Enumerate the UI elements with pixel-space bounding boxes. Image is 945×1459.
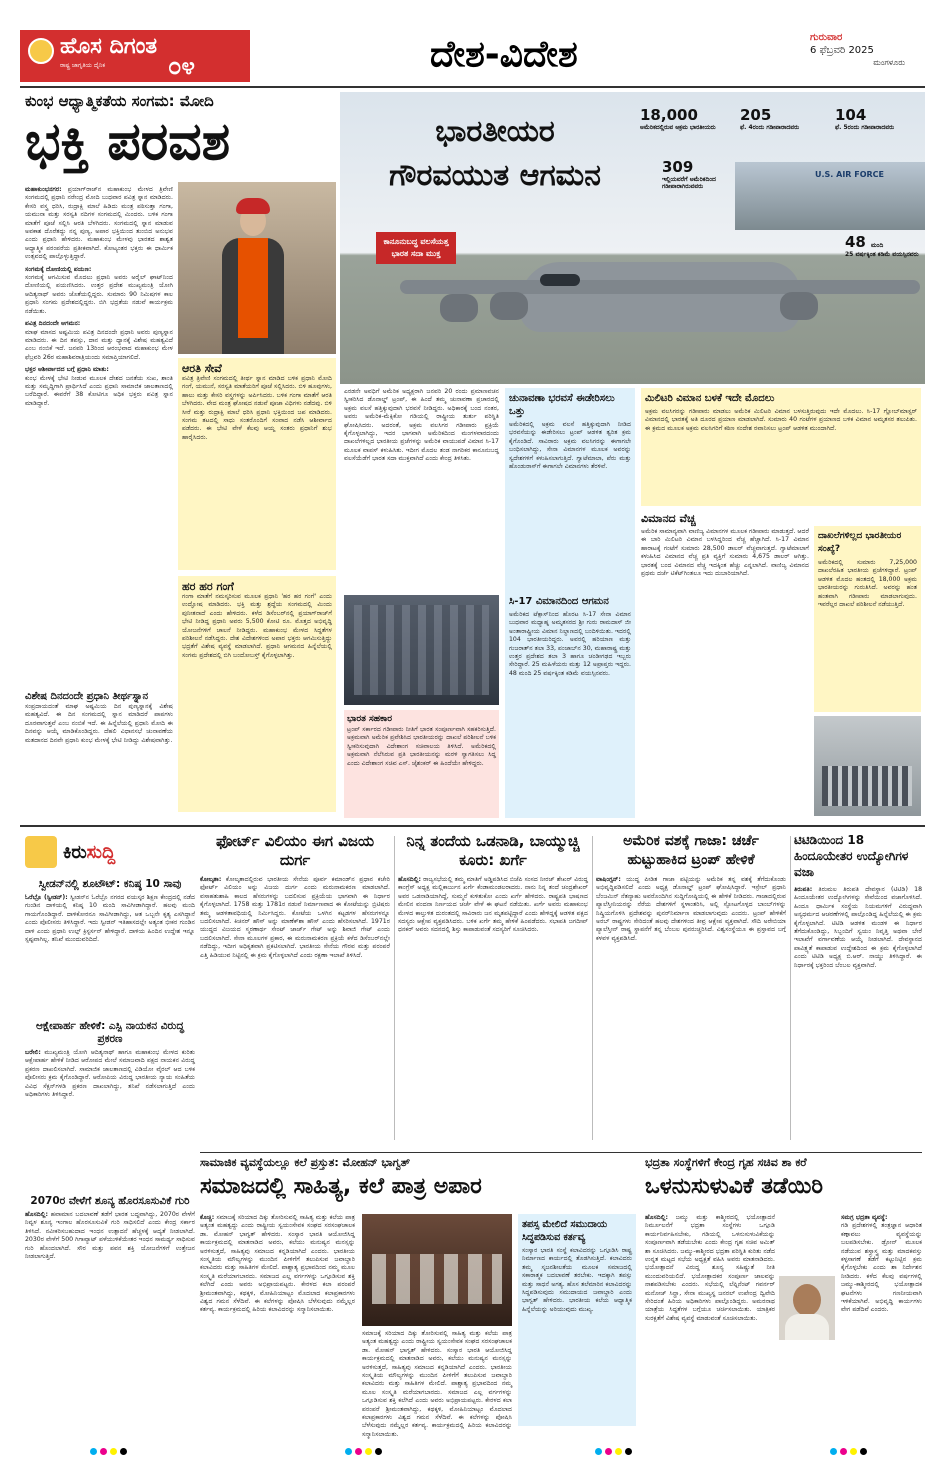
aarti-title: ಆರತಿ ಸೇವೆ bbox=[182, 362, 222, 375]
tapassa-title: ತಪಸ್ಸ ಮೇಲಿದೆ ಸಮುದಾಯ ಸಿದ್ಧಪಡಿಸುವ ಕರ್ತವ್ಯ bbox=[522, 1219, 608, 1243]
masthead bbox=[20, 30, 925, 82]
modi-headline: ಭಕ್ತಿ ಪರವಶ bbox=[25, 112, 231, 172]
date-block bbox=[810, 32, 925, 68]
gaza-headline: ಅಮೆರಿಕ ವಶಕ್ಕೆ ಗಾಜಾ: ಚರ್ಚೆ ಹುಟ್ಟುಹಾಕಿದ ಟ್ರಂಪ್ ಹೇಳಿಕೆ bbox=[623, 833, 759, 868]
gaza-body bbox=[596, 876, 786, 1148]
section-title: ದೇಶ-ವಿದೇಶ bbox=[430, 34, 578, 75]
modi-sub1: ಸಂಗಮಕ್ಕೆ ದೋಣಿಯಲ್ಲಿ ಪಯಣ: bbox=[25, 265, 92, 273]
modi-figure-scarf bbox=[238, 238, 268, 338]
bharat-sahakara-body: ಟ್ರಂಪ್ ಸರ್ಕಾರದ ಗಡೀಪಾರು ನೀತಿಗೆ ಭಾರತ ಸಂಪೂರ್ಣವಾಗಿ ಸಹಕರಿಸುತ್ತಿದೆ. ಅಕ್ರಮವಾಗಿ ಅಮೆರಿಕ ಪ್ರವೇಶಿಸಿದ ಭಾರತೀಯರನ್ನು ದಾಖಲೆ ಪರಿಶೀಲನೆ ಬಳಿಕ ಸ್ವೀಕರಿಸುವುದಾಗಿ ವಿದೇಶಾಂಗ ಸಚಿವಾಲಯ ತಿಳಿಸಿದೆ. ಅಮೆರಿಕದಲ್ಲಿ ಅಕ್ರಮವಾಗಿ ನೆಲೆಸಿರುವ ಪ್ರತಿ ಭಾರತೀಯನನ್ನು ಮರಳಿ ಸ್ವಾಗತಿಸಲು ಸಿದ್ಧ ಎಂದು ವಿದೇಶಾಂಗ ಸಚಿವ ಎಸ್. ಜೈಶಂಕರ್ ಈ ಹಿಂದೆಯೇ ಹೇಳಿದ್ದರು. bbox=[347, 726, 496, 767]
deportees-photo bbox=[814, 716, 921, 816]
aarti-box bbox=[178, 358, 336, 570]
vishesha-box bbox=[25, 690, 173, 812]
modi-dateline: ಮಹಾಕುಂಭನಗರ: bbox=[25, 186, 62, 193]
masthead-divider bbox=[20, 86, 925, 88]
stat-18000-num: 18,000 bbox=[640, 106, 698, 124]
modi-figure-turban bbox=[236, 198, 270, 214]
ttd-dateline: ತಿರುಪತಿ: bbox=[794, 886, 813, 893]
kiru-item-2-title: ಆಕ್ಷೇಪಾರ್ಹ ಹೇಳಿಕೆ: ಎಸ್ಪಿ ನಾಯಕನ ವಿರುದ್ಧ ಪ್ರಕರಣ bbox=[35, 1020, 185, 1045]
shah-col2 bbox=[841, 1214, 922, 1426]
bharat-sahakara-box bbox=[344, 710, 499, 818]
cabin-interior bbox=[354, 605, 489, 695]
stat-309 bbox=[662, 158, 734, 190]
bhagwat-kicker: ಸಾಮಾಜಿಕ ವ್ಯವಸ್ಥೆಯಲ್ಲೂ ಕಲೆ ಪ್ರಸ್ತುತ: ಮೋಹನ್ ಭಾಗ್ವತ್ bbox=[200, 1156, 411, 1169]
dakhale-box bbox=[814, 526, 921, 712]
kiru-item-1-body bbox=[25, 894, 195, 1014]
shah-sub: ಸಮಗ್ರ ಭದ್ರತಾ ವ್ಯವಸ್ಥೆ: bbox=[841, 1214, 888, 1221]
modi-body2: ಸಂಗಮಕ್ಕೆ ಆಗಮಿಸುವ ಮೊದಲು ಪ್ರಧಾನಿ ಅವರು ಅರೈಲ್ ಘಾಟ್‌ನಿಂದ ದೋಣಿಯಲ್ಲಿ ಪಯಣಿಸಿದರು. ಉತ್ತರ ಪ್ರದೇಶ ಮುಖ್ಯಮಂತ್ರಿ ಯೋಗಿ ಆದಿತ್ಯನಾಥ್ ಅವರು ಜೊತೆಯಲ್ಲಿದ್ದರು. ಸುಮಾರು 90 ನಿಮಿಷಗಳ ಕಾಲ ಪ್ರಧಾನಿ ಸಂಗಮ ಪ್ರದೇಶದಲ್ಲಿದ್ದರು. ಬಿಗಿ ಭದ್ರತೆಯ ನಡುವೆ ಕಾರ್ಯಕ್ರಮ ನಡೆಯಿತು. bbox=[25, 274, 173, 315]
bhagwat-headline: ಸಮಾಜದಲ್ಲಿ ಸಾಹಿತ್ಯ, ಕಲೆ ಪಾತ್ರ ಅಪಾರ bbox=[200, 1174, 482, 1199]
logo-text: ಹೊಸ ದಿಗಂತ bbox=[60, 34, 158, 59]
vishesha-body: ಸಂಪ್ರದಾಯದಂತೆ ಮಾಘ ಅಷ್ಟಮಿಯ ದಿನ ಪುಣ್ಯಸ್ನಾನಕ್ಕೆ ವಿಶೇಷ ಮಹತ್ವವಿದೆ. ಈ ದಿನ ಸಂಗಮದಲ್ಲಿ ಸ್ನಾನ ಮಾಡಿದರೆ ಪಾಪಗಳು ದೂರವಾಗುತ್ತವೆ ಎಂಬ ನಂಬಿಕೆ ಇದೆ. ಈ ಹಿನ್ನೆಲೆಯಲ್ಲಿ ಪ್ರಧಾನಿ ಮೋದಿ ಈ ದಿನವನ್ನು ಆಯ್ಕೆ ಮಾಡಿಕೊಂಡಿದ್ದರು. ದೆಹಲಿ ವಿಧಾನಸಭೆ ಚುನಾವಣೆಯ ಮತದಾನದ ದಿನವೇ ಪ್ರಧಾನಿ ಕುಂಭ ಮೇಳಕ್ಕೆ ಭೇಟಿ ನೀಡಿದ್ದು ವಿಶೇಷವಾಗಿತ್ತು. bbox=[25, 703, 173, 744]
dakhale-body: ಅಮೆರಿಕದಲ್ಲಿ ಸುಮಾರು 7,25,000 ದಾಖಲೆರಹಿತ ಭಾರತೀಯ ಪ್ರಜೆಗಳಿದ್ದಾರೆ. ಟ್ರಂಪ್ ಆಡಳಿತ ಮೊದಲ ಹಂತದಲ್ಲಿ 18,000 ಅಕ್ರಮ ಭಾರತೀಯರನ್ನು ಗುರುತಿಸಿದೆ. ಅವರನ್ನು ಹಂತ ಹಂತವಾಗಿ ಗಡೀಪಾರು ಮಾಡಲಾಗುವುದು. ಇವರೆಲ್ಲರ ದಾಖಲೆ ಪರಿಶೀಲನೆ ನಡೆಯುತ್ತಿದೆ. bbox=[818, 559, 917, 609]
chunavane-title: ಚುನಾವಣಾ ಭರವಸೆ ಈಡೇರಿಸಲು ಒತ್ತು bbox=[509, 393, 615, 417]
kiru-item-3-dateline: ಹೊಸದಿಲ್ಲಿ: bbox=[25, 1211, 48, 1218]
shah-story bbox=[645, 1156, 922, 1431]
kharge-dateline: ಹೊಸದಿಲ್ಲಿ: bbox=[398, 876, 421, 883]
vishesha-title: ವಿಶೇಷ ದಿನದಂದೇ ಪ್ರಧಾನಿ ತೀರ್ಥಸ್ನಾನ bbox=[25, 691, 149, 702]
fort-william-dateline: ಕೋಲ್ಕತಾ: bbox=[200, 876, 222, 883]
deport-inset-photo bbox=[735, 162, 925, 230]
shah-dateline: ಹೊಸದಿಲ್ಲಿ: bbox=[645, 1214, 668, 1221]
kiru-item-3-text: ಹವಾಮಾನ ಬದಲಾವಣೆ ತಡೆಗೆ ಭಾರತ ಬದ್ಧವಾಗಿದ್ದು, 2070ರ ವೇಳೆಗೆ ನಿವ್ವಳ ಶೂನ್ಯ ಇಂಗಾಲ ಹೊರಸೂಸುವಿಕೆ ಗುರಿ ಸಾಧಿಸಲಿದೆ ಎಂದು ಕೇಂದ್ರ ಸರ್ಕಾರ ತಿಳಿಸಿದೆ. ನವೀಕರಿಸಬಹುದಾದ ಇಂಧನ ಉತ್ಪಾದನೆ ಹೆಚ್ಚಳಕ್ಕೆ ಆದ್ಯತೆ ನೀಡಲಾಗಿದೆ. 2030ರ ವೇಳೆಗೆ 500 ಗಿಗಾವ್ಯಾಟ್ ಪಳೆಯುಳಿಕೆಯೇತರ ಇಂಧನ ಸಾಮರ್ಥ್ಯ ಸಾಧಿಸುವ ಗುರಿ ಹೊಂದಲಾಗಿದೆ. ಸೌರ ಮತ್ತು ಪವನ ಶಕ್ತಿ ಯೋಜನೆಗಳಿಗೆ ಉತ್ತೇಜನ ನೀಡಲಾಗುತ್ತಿದೆ. bbox=[25, 1211, 195, 1261]
bharat-sahakara-title: ಭಾರತ ಸಹಕಾರ bbox=[347, 714, 392, 724]
c17-cockpit bbox=[540, 274, 580, 286]
c17-wing bbox=[400, 280, 920, 294]
stat-48-prefix: ಮಂದಿ bbox=[870, 242, 884, 249]
column-rule-2 bbox=[592, 836, 593, 1140]
fort-william-body bbox=[200, 876, 390, 1148]
kiru-item-2-body bbox=[25, 1049, 195, 1189]
fort-william-headline: ಫೋರ್ಟ್ ವಿಲಿಯಂ ಈಗ ವಿಜಯ ದುರ್ಗ bbox=[215, 832, 375, 869]
inset-tail-text: U.S. AIR FORCE bbox=[815, 170, 884, 179]
ttd-text: ತಿರುಮಲ ತಿರುಪತಿ ದೇವಸ್ಥಾನ (ಟಿಟಿಡಿ) 18 ಹಿಂದೂಯೇತರ ಉದ್ಯೋಗಿಗಳನ್ನು ಸೇವೆಯಿಂದ ವಜಾಗೊಳಿಸಿದೆ. ಹಿಂದೂ ಧಾರ್ಮಿಕ ಸಂಸ್ಥೆಯ ನಿಯಮಗಳಿಗೆ ವಿರುದ್ಧವಾಗಿ ಅನ್ಯಧರ್ಮದ ಆಚರಣೆಗಳಲ್ಲಿ ಪಾಲ್ಗೊಂಡಿದ್ದ ಹಿನ್ನೆಲೆಯಲ್ಲಿ ಈ ಕ್ರಮ ಕೈಗೊಳ್ಳಲಾಗಿದೆ. ಟಿಟಿಡಿ ಆಡಳಿತ ಮಂಡಳಿ ಈ ನಿರ್ಧಾರ ತೆಗೆದುಕೊಂಡಿದ್ದು, ಸಿಬ್ಬಂದಿಗೆ ಸ್ವಯಂ ನಿವೃತ್ತಿ ಅಥವಾ ಬೇರೆ ಇಲಾಖೆಗೆ ವರ್ಗಾವಣೆಯ ಆಯ್ಕೆ ನೀಡಲಾಗಿದೆ. ದೇವಸ್ಥಾನದ ಪಾವಿತ್ರ್ಯತೆ ಕಾಪಾಡುವ ಉದ್ದೇಶದಿಂದ ಈ ಕ್ರಮ ಕೈಗೊಳ್ಳಲಾಗಿದೆ ಎಂದು ಟಿಟಿಡಿ ಅಧ್ಯಕ್ಷ ಬಿ.ಆರ್. ನಾಯ್ಡು ತಿಳಿಸಿದ್ದಾರೆ. ಈ ನಿರ್ಧಾರಕ್ಕೆ ಭಕ್ತರಿಂದ ಬೆಂಬಲ ವ್ಯಕ್ತವಾಗಿದೆ. bbox=[794, 886, 923, 969]
fort-william-text: ಕೋಲ್ಕತಾದಲ್ಲಿರುವ ಭಾರತೀಯ ಸೇನೆಯ ಪೂರ್ವ ಕಮಾಂಡ್‌ನ ಪ್ರಧಾನ ಕಚೇರಿ ಫೋರ್ಟ್ ವಿಲಿಯಂ ಅನ್ನು ವಿಜಯ ದುರ್ಗ ಎಂದು ಮರುನಾಮಕರಣ ಮಾಡಲಾಗಿದೆ. ವಸಾಹತುಶಾಹಿ ಕಾಲದ ಹೆಸರುಗಳನ್ನು ಬದಲಿಸುವ ಪ್ರಕ್ರಿಯೆಯ ಭಾಗವಾಗಿ ಈ ನಿರ್ಧಾರ ಕೈಗೊಳ್ಳಲಾಗಿದೆ. 1758 ಮತ್ತು 1781ರ ನಡುವೆ ನಿರ್ಮಾಣವಾದ ಈ ಕೋಟೆಯನ್ನು ಬ್ರಿಟಿಷರು ತಮ್ಮ ಆಡಳಿತಾವಧಿಯಲ್ಲಿ ನಿರ್ಮಿಸಿದ್ದರು. ಕೋಟೆಯ ಒಳಗಿನ ಕಟ್ಟಡಗಳ ಹೆಸರುಗಳನ್ನೂ ಬದಲಿಸಲಾಗಿದೆ. ಕಿಚನರ್ ಹೌಸ್ ಅನ್ನು ಮಾಣೆಕ್‌ಶಾ ಹೌಸ್ ಎಂದು ಹೆಸರಿಸಲಾಗಿದೆ. 1971ರ ಯುದ್ಧದ ವಿಜಯದ ಸ್ಮರಣಾರ್ಥ ಸೇಂಟ್ ಜಾರ್ಜ್ ಗೇಟ್ ಅನ್ನು ಶಿವಾಜಿ ಗೇಟ್ ಎಂದು ಬದಲಿಸಲಾಗಿದೆ. ಸೇನಾ ಮೂಲಗಳ ಪ್ರಕಾರ, ಈ ಮರುನಾಮಕರಣ ಪ್ರಕ್ರಿಯೆ ಕಳೆದ ಡಿಸೆಂಬರ್‌ನಲ್ಲೇ ನಡೆದಿದ್ದು, ಇದೀಗ ಅಧಿಕೃತವಾಗಿ ಪ್ರಕಟಿಸಲಾಗಿದೆ. ಭಾರತೀಯ ಸೇನೆಯ ಗೌರವ ಮತ್ತು ಪರಂಪರೆ ಎತ್ತಿ ಹಿಡಿಯುವ ನಿಟ್ಟಿನಲ್ಲಿ ಈ ಕ್ರಮ ಕೈಗೊಳ್ಳಲಾಗಿದೆ ಎಂದು ರಕ್ಷಣಾ ಇಲಾಖೆ ತಿಳಿಸಿದೆ. bbox=[200, 876, 390, 959]
kiru-item-1-dateline: ಓರೆಬ್ರೊ (ಸ್ವೀಡನ್): bbox=[25, 894, 68, 901]
kharge-text: ರಾಜ್ಯಸಭೆಯಲ್ಲಿ ತಮ್ಮ ಮಾತಿಗೆ ಅಡ್ಡಿಪಡಿಸಿದ ಬಿಜೆಪಿ ಸಂಸದ ನೀರಜ್ ಶೇಖರ್ ವಿರುದ್ಧ ಕಾಂಗ್ರೆಸ್ ಅಧ್ಯಕ್ಷ ಮಲ್ಲಿಕಾರ್ಜುನ ಖರ್ಗೆ ಕೆಂಡಾಮಂಡಲರಾದರು. ನಾನು ನಿನ್ನ ತಂದೆ ಚಂದ್ರಶೇಖರ್ ಅವರ ಒಡನಾಡಿಯಾಗಿದ್ದೆ, ಸುಮ್ಮನೆ ಕುಳಿತುಕೋ ಎಂದು ಖರ್ಗೆ ಹೇಳಿದರು. ರಾಷ್ಟ್ರಪತಿ ಭಾಷಣದ ಮೇಲಿನ ವಂದನಾ ನಿರ್ಣಯದ ಚರ್ಚೆ ವೇಳೆ ಈ ಘಟನೆ ನಡೆಯಿತು. ಖರ್ಗೆ ಅವರು ಮಹಾಕುಂಭ ಮೇಳದ ಕಾಲ್ತುಳಿತ ದುರಂತದಲ್ಲಿ ಸಾವಿರಾರು ಜನ ಮೃತಪಟ್ಟಿದ್ದಾರೆ ಎಂದು ಹೇಳಿದ್ದಕ್ಕೆ ಆಡಳಿತ ಪಕ್ಷದ ಸದಸ್ಯರು ಆಕ್ಷೇಪ ವ್ಯಕ್ತಪಡಿಸಿದರು. ಬಳಿಕ ಖರ್ಗೆ ತಮ್ಮ ಹೇಳಿಕೆ ಹಿಂಪಡೆದರು. ಸಭಾಪತಿ ಜಗದೀಪ್ ಧನಕರ್ ಅವರು ಸದನದಲ್ಲಿ ಶಿಸ್ತು ಕಾಪಾಡುವಂತೆ ಸದಸ್ಯರಿಗೆ ಸೂಚಿಸಿದರು. bbox=[398, 876, 588, 934]
c17-engine-2 bbox=[490, 292, 528, 320]
shah-headline: ಒಳನುಸುಳುವಿಕೆ ತಡೆಯಿರಿ bbox=[645, 1174, 824, 1199]
page-number: ೦೪ bbox=[168, 52, 195, 80]
column-rule-1 bbox=[394, 836, 395, 1140]
c17-fuselage bbox=[520, 262, 800, 332]
kiru-item-1 bbox=[25, 878, 195, 1014]
tapassa-box bbox=[518, 1214, 636, 1426]
kharge-story bbox=[398, 832, 588, 1150]
c17-engine-3 bbox=[780, 292, 818, 320]
shah-kicker: ಭದ್ರತಾ ಸಂಸ್ಥೆಗಳಿಗೆ ಕೇಂದ್ರ ಗೃಹ ಸಚಿವ ಶಾ ಕರೆ bbox=[645, 1156, 807, 1169]
kiru-item-3-title: 2070ರ ವೇಳೆಗೆ ಶೂನ್ಯ ಹೊರಸೂಸುವಿಕೆ ಗುರಿ bbox=[30, 1195, 190, 1207]
hara-body: ಗಂಗಾ ಮಾತೆಗೆ ನಮಸ್ಕರಿಸುವ ಮೂಲಕ ಪ್ರಧಾನಿ 'ಹರ ಹರ ಗಂಗೆ' ಎಂದು ಉದ್ಘೋಷ ಮಾಡಿದರು. ಭಕ್ತಿ ಮತ್ತು ಶ್ರದ್ಧೆಯ ಸಂಗಮದಲ್ಲಿ ಮಿಂದು ಪುನೀತನಾದೆ ಎಂದು ಹೇಳಿದರು. ಕಳೆದ ಡಿಸೆಂಬರ್‌ನಲ್ಲಿ ಪ್ರಯಾಗ್‌ರಾಜ್‌ಗೆ ಭೇಟಿ ನೀಡಿದ್ದ ಪ್ರಧಾನಿ ಅವರು 5,500 ಕೋಟಿ ರೂ. ಮೊತ್ತದ ಅಭಿವೃದ್ಧಿ ಯೋಜನೆಗಳಿಗೆ ಚಾಲನೆ ನೀಡಿದ್ದರು. ಮಹಾಕುಂಭ ಮೇಳದ ಸಿದ್ಧತೆಗಳ ಪರಿಶೀಲನೆ ನಡೆಸಿದ್ದರು. ದೇಶ ವಿದೇಶಗಳಿಂದ ಅಪಾರ ಭಕ್ತರು ಆಗಮಿಸುತ್ತಿದ್ದು ಭದ್ರತೆಗೆ ವಿಶೇಷ ವ್ಯವಸ್ಥೆ ಮಾಡಲಾಗಿದೆ. ಪ್ರಧಾನಿ ಆಗಮನದ ಹಿನ್ನೆಲೆಯಲ್ಲಿ ಸಂಗಮ ಪ್ರದೇಶದಲ್ಲಿ ಬಿಗಿ ಬಂದೋಬಸ್ತ್ ಕೈಗೊಳ್ಳಲಾಗಿತ್ತು. bbox=[182, 593, 332, 659]
kiru-item-1-title: ಸ್ವೀಡನ್‌ನಲ್ಲಿ ಶೂಟೌಟ್: ಕನಿಷ್ಠ 10 ಸಾವು bbox=[38, 878, 182, 890]
vimana-vecha-title: ವಿಮಾನದ ವೆಚ್ಚ bbox=[641, 512, 696, 525]
deport-red-box: ಕಾನೂನುಬದ್ಧ ವಲಸೆಯತ್ತ ಭಾರತ ಸದಾ ಮುಕ್ತ bbox=[376, 232, 456, 264]
deport-col1-body: ಎರಡನೇ ಅವಧಿಗೆ ಅಮೆರಿಕ ಅಧ್ಯಕ್ಷರಾಗಿ ಜನವರಿ 20 ರಂದು ಪ್ರಮಾಣವಚನ ಸ್ವೀಕರಿಸಿದ ಡೊನಾಲ್ಡ್ ಟ್ರಂಪ್, ಈ ಹಿಂದೆ ತಮ್ಮ ಚುನಾವಣಾ ಪ್ರಚಾರದಲ್ಲಿ ಅಕ್ರಮ ವಲಸೆ ಹತ್ತಿಕ್ಕುವುದಾಗಿ ಭರವಸೆ ನೀಡಿದ್ದರು. ಅಧಿಕಾರಕ್ಕೆ ಬಂದ ನಂತರ, ಅವರು ಅಮೆರಿಕ-ಮೆಕ್ಸಿಕೋ ಗಡಿಯಲ್ಲಿ ರಾಷ್ಟ್ರೀಯ ತುರ್ತು ಪರಿಸ್ಥಿತಿ ಘೋಷಿಸಿದರು. ಅದರಂತೆ, ಅಕ್ರಮ ವಲಸಿಗರ ಗಡೀಪಾರು ಪ್ರಕ್ರಿಯೆ ಕೈಗೊಳ್ಳಲಾಗಿದ್ದು, ಇದರ ಭಾಗವಾಗಿ ಅಮೆರಿಕದಿಂದ ಮಂಗಳವಾರದಂದು ದಾಖಲೆಗಳಿಲ್ಲದ ಭಾರತೀಯ ಪ್ರಜೆಗಳನ್ನು ಅಮೆರಿಕ ವಾಯುಪಡೆ ವಿಮಾನ ಸಿ-17 ಮೂಲಕ ವಾಪಸ್ ಕಳುಹಿಸಿತು. ಇದೀಗ ಮೊದಲ ತಂಡ ನಾಗರಿಕರ ಕಾನೂನುಬದ್ಧ ವಲಸೆಯೆಡೆಗೆ ಭಾರತ ಸದಾ ಮುಕ್ತವಾಗಿದೆ ಎಂದು ಕೇಂದ್ರ ತಿಳಿಸಿತು. bbox=[344, 388, 499, 463]
kiru-item-2-dateline: ಬರೇಲಿ: bbox=[25, 1049, 41, 1056]
dakhale-title: ದಾಖಲೆಗಳಿಲ್ಲದ ಭಾರತೀಯರ ಸಂಖ್ಯೆ? bbox=[818, 531, 902, 554]
chunavane-box bbox=[505, 388, 635, 818]
bhagwat-text: ಸಮಾಜಕ್ಕೆ ಸರಿಯಾದ ದಿಕ್ಕು ತೋರಿಸುವಲ್ಲಿ ಸಾಹಿತ್ಯ ಮತ್ತು ಕಲೆಯ ಪಾತ್ರ ಅತ್ಯಂತ ಮಹತ್ವದ್ದು ಎಂದು ರಾಷ್ಟ್ರೀಯ ಸ್ವಯಂಸೇವಕ ಸಂಘದ ಸರಸಂಘಚಾಲಕ ಡಾ. ಮೋಹನ್ ಭಾಗ್ವತ್ ಹೇಳಿದರು. ಸಂಸ್ಕಾರ ಭಾರತಿ ಆಯೋಜಿಸಿದ್ದ ಕಾರ್ಯಕ್ರಮದಲ್ಲಿ ಮಾತನಾಡಿದ ಅವರು, ಕಲೆಯು ಮನುಷ್ಯನ ಮನಸ್ಸನ್ನು ಅರಳಿಸುತ್ತದೆ, ಸಾಹಿತ್ಯವು ಸಮಾಜದ ಕನ್ನಡಿಯಾಗಿದೆ ಎಂದರು. ಭಾರತೀಯ ಸಂಸ್ಕೃತಿಯ ಮೌಲ್ಯಗಳನ್ನು ಮುಂದಿನ ಪೀಳಿಗೆಗೆ ತಲುಪಿಸುವ ಜವಾಬ್ದಾರಿ ಕಲಾವಿದರು ಮತ್ತು ಸಾಹಿತಿಗಳ ಮೇಲಿದೆ. ಪಾಶ್ಚಾತ್ಯ ಪ್ರಭಾವದಿಂದ ನಮ್ಮ ಮೂಲ ಸಂಸ್ಕೃತಿ ಮರೆಯಾಗಬಾರದು. ಸಮಾಜದ ಎಲ್ಲ ವರ್ಗಗಳನ್ನು ಒಗ್ಗೂಡಿಸುವ ಶಕ್ತಿ ಕಲೆಗಿದೆ ಎಂದು ಅವರು ಅಭಿಪ್ರಾಯಪಟ್ಟರು. ಕೇರಳದ ಕಲಾ ಪರಂಪರೆ ಶ್ರೀಮಂತವಾಗಿದ್ದು, ಕಥಕ್ಕಳಿ, ಮೋಹಿನಿಯಾಟ್ಟಂ ಮೊದಲಾದ ಕಲಾಪ್ರಕಾರಗಳು ವಿಶ್ವದ ಗಮನ ಸೆಳೆದಿವೆ. ಈ ಕಲೆಗಳನ್ನು ಪೋಷಿಸಿ ಬೆಳೆಸುವುದು ನಮ್ಮೆಲ್ಲರ ಕರ್ತವ್ಯ. ಕಾರ್ಯಕ್ರಮದಲ್ಲಿ ಹಿರಿಯ ಕಲಾವಿದರನ್ನು ಸನ್ಮಾನಿಸಲಾಯಿತು. bbox=[200, 1214, 355, 1314]
shah-body2: ಗಡಿ ಪ್ರದೇಶಗಳಲ್ಲಿ ತಂತ್ರಜ್ಞಾನ ಆಧಾರಿತ ಕಣ್ಗಾವಲು ವ್ಯವಸ್ಥೆಯನ್ನು ಬಲಪಡಿಸಬೇಕು. ಡ್ರೋನ್ ಮೂಲಕ ನಡೆಯುವ ಶಸ್ತ್ರಾಸ್ತ್ರ ಮತ್ತು ಮಾದಕವಸ್ತು ಕಳ್ಳಸಾಗಣೆ ತಡೆಗೆ ಕಟ್ಟುನಿಟ್ಟಿನ ಕ್ರಮ ಕೈಗೊಳ್ಳಬೇಕು ಎಂದು ಶಾ ನಿರ್ದೇಶನ ನೀಡಿದರು. ಕಳೆದ ಕೆಲವು ವರ್ಷಗಳಲ್ಲಿ ಜಮ್ಮು-ಕಾಶ್ಮೀರದಲ್ಲಿ ಭಯೋತ್ಪಾದಕ ಘಟನೆಗಳು ಗಣನೀಯವಾಗಿ ಇಳಿಕೆಯಾಗಿವೆ. ಅಭಿವೃದ್ಧಿ ಕಾರ್ಯಗಳು ವೇಗ ಪಡೆದಿವೆ ಎಂದರು. bbox=[841, 1222, 922, 1314]
stat-205-label: ಫೆ. 4ರಂದು ಗಡೀಪಾರಾದವರು bbox=[740, 124, 800, 131]
kiru-item-2 bbox=[25, 1020, 195, 1189]
modi-body: ಪ್ರಯಾಗ್‌ರಾಜ್‌ನ ಮಹಾಕುಂಭ ಮೇಳದ ತ್ರಿವೇಣಿ ಸಂಗಮದಲ್ಲಿ ಪ್ರಧಾನಿ ನರೇಂದ್ರ ಮೋದಿ ಬುಧವಾರ ಪವಿತ್ರ ಸ್ನಾನ ಮಾಡಿದರು. ಕೇಸರಿ ವಸ್ತ್ರ ಧರಿಸಿ, ರುದ್ರಾಕ್ಷಿ ಮಾಲೆ ಹಿಡಿದು ಮಂತ್ರ ಪಠಿಸುತ್ತಾ ಗಂಗಾ, ಯಮುನಾ ಮತ್ತು ಸರಸ್ವತಿ ನದಿಗಳ ಸಂಗಮದಲ್ಲಿ ಮಿಂದರು. ಬಳಿಕ ಗಂಗಾ ಮಾತೆಗೆ ಪೂಜೆ ಸಲ್ಲಿಸಿ ಆರತಿ ಬೆಳಗಿದರು. ಸಂಗಮದಲ್ಲಿ ಸ್ನಾನ ಮಾಡುವ ಅವಕಾಶ ದೊರೆತದ್ದು ನನ್ನ ಪುಣ್ಯ, ಅಪಾರ ಭಕ್ತಿಯಿಂದ ತುಂಬಿದ ಅನುಭವ ಎಂದು ಪ್ರಧಾನಿ ಹೇಳಿದರು. ಮಹಾಕುಂಭ ಮೇಳವು ಭಾರತದ ಶಾಶ್ವತ ಆಧ್ಯಾತ್ಮಿಕ ಪರಂಪರೆಯ ಪ್ರತೀಕವಾಗಿದೆ. ಕೋಟ್ಯಂತರ ಭಕ್ತರು ಈ ಧಾರ್ಮಿಕ ಉತ್ಸವದಲ್ಲಿ ಪಾಲ್ಗೊಳ್ಳುತ್ತಿದ್ದಾರೆ. bbox=[25, 186, 174, 261]
deport-headline: ಭಾರತೀಯರ ಗೌರವಯುತ ಆಗಮನ bbox=[389, 114, 601, 193]
section-divider bbox=[20, 825, 925, 827]
ttd-headline: ಟಿಟಿಡಿಯಿಂದ 18 ಹಿಂದೂಯೇತರ ಉದ್ಯೋಗಿಗಳ ವಜಾ bbox=[794, 833, 909, 879]
military-body: ಅಕ್ರಮ ವಲಸಿಗರನ್ನು ಗಡೀಪಾರು ಮಾಡಲು ಅಮೆರಿಕ ಮಿಲಿಟರಿ ವಿಮಾನ ಬಳಸುತ್ತಿರುವುದು ಇದೇ ಮೊದಲು. ಸಿ-17 ಗ್ಲೋಬ್‌ಮಾಸ್ಟರ್ ವಿಮಾನದಲ್ಲಿ ಭಾರತಕ್ಕೆ ಅತಿ ದೂರದ ಪ್ರಯಾಣ ಮಾಡಲಾಗಿದೆ. ಸುಮಾರು 40 ಗಂಟೆಗಳ ಪ್ರಯಾಣದ ಬಳಿಕ ವಿಮಾನ ಅಮೃತಸರ ತಲುಪಿತು. ಈ ಕ್ರಮದ ಮೂಲಕ ಅಕ್ರಮ ವಲಸಿಗರಿಗೆ ಕಠಿಣ ಸಂದೇಶ ರವಾನಿಸಲು ಟ್ರಂಪ್ ಆಡಳಿತ ಮುಂದಾಗಿದೆ. bbox=[645, 408, 917, 432]
modi-sub2: ಪವಿತ್ರ ದಿನದಂದೇ ಆಗಮನ: bbox=[25, 320, 81, 328]
gaza-text: ಯುದ್ಧ ಪೀಡಿತ ಗಾಜಾ ಪಟ್ಟಿಯನ್ನು ಅಮೆರಿಕ ತನ್ನ ವಶಕ್ಕೆ ತೆಗೆದುಕೊಂಡು ಅಭಿವೃದ್ಧಿಪಡಿಸಲಿದೆ ಎಂದು ಅಧ್ಯಕ್ಷ ಡೊನಾಲ್ಡ್ ಟ್ರಂಪ್ ಘೋಷಿಸಿದ್ದಾರೆ. ಇಸ್ರೇಲ್ ಪ್ರಧಾನಿ ಬೆಂಜಮಿನ್ ನೆತನ್ಯಾಹು ಅವರೊಂದಿಗಿನ ಸುದ್ದಿಗೋಷ್ಠಿಯಲ್ಲಿ ಈ ಹೇಳಿಕೆ ನೀಡಿದರು. ಗಾಜಾದಲ್ಲಿರುವ ಪ್ಯಾಲೆಸ್ತೀನಿಯರನ್ನು ನೆರೆಯ ದೇಶಗಳಿಗೆ ಸ್ಥಳಾಂತರಿಸಿ, ಅಲ್ಲಿ ಸ್ಫೋಟಗೊಳ್ಳದ ಬಾಂಬ್‌ಗಳನ್ನು ನಿಷ್ಕ್ರಿಯಗೊಳಿಸಿ ಪ್ರದೇಶವನ್ನು ಪುನರ್‌ನಿರ್ಮಾಣ ಮಾಡಲಾಗುವುದು ಎಂದರು. ಟ್ರಂಪ್ ಹೇಳಿಕೆಗೆ ಅರಬ್ ರಾಷ್ಟ್ರಗಳು ಸೇರಿದಂತೆ ಹಲವು ದೇಶಗಳಿಂದ ತೀವ್ರ ಆಕ್ಷೇಪ ವ್ಯಕ್ತವಾಗಿದೆ. ಸೌದಿ ಅರೇಬಿಯಾ ಪ್ಯಾಲೆಸ್ತೀನ್ ರಾಷ್ಟ್ರ ಸ್ಥಾಪನೆಗೆ ತನ್ನ ಬೆಂಬಲ ಪುನರುಚ್ಚರಿಸಿದೆ. ವಿಶ್ವಸಂಸ್ಥೆಯೂ ಈ ಪ್ರಸ್ತಾವದ ಬಗ್ಗೆ ಕಳವಳ ವ್ಯಕ್ತಪಡಿಸಿದೆ. bbox=[596, 876, 787, 942]
kiru-logo-text2: ಸುದ್ದಿ bbox=[86, 841, 116, 863]
c17-engine-1 bbox=[440, 294, 478, 322]
kharge-body bbox=[398, 876, 588, 1148]
modi-kicker: ಕುಂಭ ಆಧ್ಯಾತ್ಮಿಕತೆಯ ಸಂಗಮ: ಮೋದಿ bbox=[25, 92, 214, 110]
bhagwat-body-2: ಸಮಾಜಕ್ಕೆ ಸರಿಯಾದ ದಿಕ್ಕು ತೋರಿಸುವಲ್ಲಿ ಸಾಹಿತ್ಯ ಮತ್ತು ಕಲೆಯ ಪಾತ್ರ ಅತ್ಯಂತ ಮಹತ್ವದ್ದು ಎಂದು ರಾಷ್ಟ್ರೀಯ ಸ್ವಯಂಸೇವಕ ಸಂಘದ ಸರಸಂಘಚಾಲಕ ಡಾ. ಮೋಹನ್ ಭಾಗ್ವತ್ ಹೇಳಿದರು. ಸಂಸ್ಕಾರ ಭಾರತಿ ಆಯೋಜಿಸಿದ್ದ ಕಾರ್ಯಕ್ರಮದಲ್ಲಿ ಮಾತನಾಡಿದ ಅವರು, ಕಲೆಯು ಮನುಷ್ಯನ ಮನಸ್ಸನ್ನು ಅರಳಿಸುತ್ತದೆ, ಸಾಹಿತ್ಯವು ಸಮಾಜದ ಕನ್ನಡಿಯಾಗಿದೆ ಎಂದರು. ಭಾರತೀಯ ಸಂಸ್ಕೃತಿಯ ಮೌಲ್ಯಗಳನ್ನು ಮುಂದಿನ ಪೀಳಿಗೆಗೆ ತಲುಪಿಸುವ ಜವಾಬ್ದಾರಿ ಕಲಾವಿದರು ಮತ್ತು ಸಾಹಿತಿಗಳ ಮೇಲಿದೆ. ಪಾಶ್ಚಾತ್ಯ ಪ್ರಭಾವದಿಂದ ನಮ್ಮ ಮೂಲ ಸಂಸ್ಕೃತಿ ಮರೆಯಾಗಬಾರದು. ಸಮಾಜದ ಎಲ್ಲ ವರ್ಗಗಳನ್ನು ಒಗ್ಗೂಡಿಸುವ ಶಕ್ತಿ ಕಲೆಗಿದೆ ಎಂದು ಅವರು ಅಭಿಪ್ರಾಯಪಟ್ಟರು. ಕೇರಳದ ಕಲಾ ಪರಂಪರೆ ಶ್ರೀಮಂತವಾಗಿದ್ದು, ಕಥಕ್ಕಳಿ, ಮೋಹಿನಿಯಾಟ್ಟಂ ಮೊದಲಾದ ಕಲಾಪ್ರಕಾರಗಳು ವಿಶ್ವದ ಗಮನ ಸೆಳೆದಿವೆ. ಈ ಕಲೆಗಳನ್ನು ಪೋಷಿಸಿ ಬೆಳೆಸುವುದು ನಮ್ಮೆಲ್ಲರ ಕರ್ತವ್ಯ. ಕಾರ್ಯಕ್ರಮದಲ್ಲಿ ಹಿರಿಯ ಕಲಾವಿದರನ್ನು ಸನ್ಮಾನಿಸಲಾಯಿತು. bbox=[362, 1330, 512, 1438]
c17-sub: ಸಿ-17 ವಿಮಾನದಿಂದ ಆಗಮನ bbox=[509, 596, 609, 607]
shah-head bbox=[793, 1284, 821, 1316]
stat-104-label: ಫೆ. 5ರಂದು ಗಡೀಪಾರಾದವರು bbox=[835, 124, 895, 131]
stat-18000 bbox=[640, 106, 720, 131]
stat-48 bbox=[845, 232, 925, 258]
fort-william-story bbox=[200, 832, 390, 1150]
date-label: 6 ಫೆಬ್ರವರಿ 2025 bbox=[810, 45, 874, 56]
print-register-marks-2 bbox=[345, 1440, 385, 1459]
shah-photo bbox=[779, 1276, 835, 1340]
vimana-vecha-body: ಅಮೆರಿಕ ಸಾಮಾನ್ಯವಾಗಿ ವಾಣಿಜ್ಯ ವಿಮಾನಗಳ ಮೂಲಕ ಗಡೀಪಾರು ಮಾಡುತ್ತದೆ. ಆದರೆ ಈ ಬಾರಿ ಮಿಲಿಟರಿ ವಿಮಾನ ಬಳಸಿದ್ದರಿಂದ ವೆಚ್ಚ ಹೆಚ್ಚಾಗಿದೆ. ಸಿ-17 ವಿಮಾನ ಹಾರಾಟಕ್ಕೆ ಗಂಟೆಗೆ ಸುಮಾರು 28,500 ಡಾಲರ್ ವೆಚ್ಚವಾಗುತ್ತದೆ. ಗ್ವಾಟೆಮಾಲಾಗೆ ಕಳುಹಿಸಿದ ವಿಮಾನದ ವೆಚ್ಚ ಪ್ರತಿ ವ್ಯಕ್ತಿಗೆ ಸುಮಾರು 4,675 ಡಾಲರ್ ಆಗಿತ್ತು. ಭಾರತಕ್ಕೆ ಬಂದ ವಿಮಾನದ ವೆಚ್ಚ ಇದಕ್ಕಿಂತ ಹೆಚ್ಚು ಎನ್ನಲಾಗಿದೆ. ವಾಣಿಜ್ಯ ವಿಮಾನದ ಪ್ರಥಮ ದರ್ಜೆ ಟಿಕೆಟ್‌ಗಿಂತಲೂ ಇದು ದುಬಾರಿಯಾಗಿದೆ. bbox=[641, 528, 809, 578]
logo-block[interactable] bbox=[20, 30, 250, 82]
print-register-marks-4 bbox=[830, 1440, 870, 1459]
middle-divider bbox=[200, 1152, 922, 1153]
print-register-marks-1 bbox=[90, 1440, 130, 1459]
print-register-marks-3 bbox=[595, 1440, 635, 1459]
column-rule-3 bbox=[790, 836, 791, 1140]
stat-104-num: 104 bbox=[835, 106, 867, 124]
kiru-item-2-text: ಮುಖ್ಯಮಂತ್ರಿ ಯೋಗಿ ಆದಿತ್ಯನಾಥ್ ಹಾಗೂ ಮಹಾಕುಂಭ ಮೇಳದ ಕುರಿತು ಆಕ್ಷೇಪಾರ್ಹ ಹೇಳಿಕೆ ನೀಡಿದ ಆರೋಪದ ಮೇಲೆ ಸಮಾಜವಾದಿ ಪಕ್ಷದ ನಾಯಕನ ವಿರುದ್ಧ ಪ್ರಕರಣ ದಾಖಲಿಸಲಾಗಿದೆ. ಸಾಮಾಜಿಕ ಜಾಲತಾಣದಲ್ಲಿ ವಿಡಿಯೋ ವೈರಲ್ ಆದ ಬಳಿಕ ಪೊಲೀಸರು ಕ್ರಮ ಕೈಗೊಂಡಿದ್ದಾರೆ. ಆರೋಪಿಯ ವಿರುದ್ಧ ಭಾರತೀಯ ನ್ಯಾಯ ಸಂಹಿತೆಯ ವಿವಿಧ ಸೆಕ್ಷನ್‌ಗಳಡಿ ಪ್ರಕರಣ ದಾಖಲಾಗಿದ್ದು, ತನಿಖೆ ನಡೆಸಲಾಗುತ್ತಿದೆ ಎಂದು ಅಧಿಕಾರಿಗಳು ತಿಳಿಸಿದ್ದಾರೆ. bbox=[25, 1049, 196, 1099]
deport-hero bbox=[340, 92, 925, 384]
modi-photo bbox=[178, 182, 336, 354]
aarti-body: ಪವಿತ್ರ ತ್ರಿವೇಣಿ ಸಂಗಮದಲ್ಲಿ ತೀರ್ಥ ಸ್ನಾನ ಮಾಡಿದ ಬಳಿಕ ಪ್ರಧಾನಿ ಮೋದಿ ಗಂಗೆ, ಯಮುನೆ, ಸರಸ್ವತಿ ಮಾತೆಯರಿಗೆ ಪೂಜೆ ಸಲ್ಲಿಸಿದರು. ಬಿಳಿ ಹೂವುಗಳು, ಹಾಲು ಮತ್ತು ಕೇಸರಿ ವಸ್ತ್ರಗಳನ್ನು ಅರ್ಪಿಸಿದರು. ಬಳಿಕ ಗಂಗಾ ಮಾತೆಗೆ ಆರತಿ ಬೆಳಗಿದರು. ವೇದ ಮಂತ್ರ ಘೋಷದ ನಡುವೆ ಪೂಜಾ ವಿಧಿಗಳು ನಡೆದವು. ಬಿಳಿ ಸೀರೆ ಮತ್ತು ರುದ್ರಾಕ್ಷಿ ಮಾಲೆ ಧರಿಸಿ ಪ್ರಧಾನಿ ಭಕ್ತಿಯಿಂದ ಜಪ ಮಾಡಿದರು. ಸಂಗಮ ತಟದಲ್ಲಿ ಸಾಧು ಸಂತರೊಂದಿಗೆ ಸಂವಾದ ನಡೆಸಿ ಆಶೀರ್ವಾದ ಪಡೆದರು. ಈ ಭೇಟಿ ವೇಳೆ ಕೆಲವು ಆಯ್ದ ಸಂತರು ಪ್ರಧಾನಿಗೆ ಶುಭ ಹಾರೈಸಿದರು. bbox=[182, 375, 332, 441]
stat-104 bbox=[835, 106, 915, 131]
bhagwat-story bbox=[200, 1156, 636, 1438]
stat-18000-label: ಅಮೆರಿಕದಲ್ಲಿರುವ ಅಕ್ರಮ ಭಾರತೀಯರು bbox=[640, 124, 716, 131]
stat-309-num: 309 bbox=[662, 158, 694, 176]
city-label: ಮಂಗಳೂರು bbox=[873, 58, 905, 67]
tapassa-body: ಸಂಸ್ಕಾರ ಭಾರತಿ ಸಂಸ್ಥೆ ಕಲಾವಿದರನ್ನು ಒಗ್ಗೂಡಿಸಿ ರಾಷ್ಟ್ರ ನಿರ್ಮಾಣದ ಕಾರ್ಯದಲ್ಲಿ ತೊಡಗಿಸುತ್ತಿದೆ. ಕಲಾವಿದರು ತಮ್ಮ ಸೃಜನಶೀಲತೆಯ ಮೂಲಕ ಸಮಾಜದಲ್ಲಿ ಸಕಾರಾತ್ಮಕ ಬದಲಾವಣೆ ತರಬೇಕು. ಇದಕ್ಕಾಗಿ ತಪಸ್ಸು ಮತ್ತು ಸಾಧನೆ ಅಗತ್ಯ. ಹೊಸ ತಲೆಮಾರಿನ ಕಲಾವಿದರನ್ನು ಸಿದ್ಧಪಡಿಸುವುದು ಸಮುದಾಯದ ಜವಾಬ್ದಾರಿ ಎಂದು ಭಾಗ್ವತ್ ಹೇಳಿದರು. ಭಾರತೀಯ ಕಲೆಯ ಆಧ್ಯಾತ್ಮಿಕ ಹಿನ್ನೆಲೆಯನ್ನು ಅರಿಯುವುದು ಮುಖ್ಯ. bbox=[522, 1247, 632, 1313]
ttd-body bbox=[794, 886, 922, 1146]
military-box bbox=[641, 388, 921, 506]
stat-205 bbox=[740, 106, 810, 131]
kiru-item-3 bbox=[25, 1195, 195, 1341]
kiru-logo bbox=[25, 832, 195, 872]
vimana-vecha bbox=[641, 512, 809, 818]
logo-tagline: ರಾಷ್ಟ್ರ ಜಾಗೃತಿಯ ದೈನಿಕ bbox=[60, 62, 106, 69]
kiru-item-3-body bbox=[25, 1211, 195, 1341]
stage-people bbox=[372, 1254, 502, 1304]
chunavane-body: ಅಮೆರಿಕದಲ್ಲಿ ಅಕ್ರಮ ವಲಸೆ ಹತ್ತಿಕ್ಕುವುದಾಗಿ ನೀಡಿದ ಭರವಸೆಯನ್ನು ಈಡೇರಿಸಲು ಟ್ರಂಪ್ ಆಡಳಿತ ತ್ವರಿತ ಕ್ರಮ ಕೈಗೊಂಡಿದೆ. ಸಾವಿರಾರು ಅಕ್ರಮ ವಲಸಿಗರನ್ನು ಈಗಾಗಲೇ ಬಂಧಿಸಲಾಗಿದ್ದು, ಸೇನಾ ವಿಮಾನಗಳ ಮೂಲಕ ಅವರನ್ನು ಸ್ವದೇಶಗಳಿಗೆ ಕಳುಹಿಸಲಾಗುತ್ತಿದೆ. ಗ್ವಾಟೆಮಾಲಾ, ಪೆರು ಮತ್ತು ಹೊಂಡುರಾಸ್‌ಗೆ ಈಗಾಗಲೇ ವಿಮಾನಗಳು ತೆರಳಿವೆ. bbox=[509, 421, 631, 471]
gaza-dateline: ವಾಷಿಂಗ್ಟನ್: bbox=[596, 876, 621, 883]
shah-body bbox=[645, 1214, 775, 1426]
megaphone-icon bbox=[25, 836, 57, 868]
hara-title: ಹರ ಹರ ಗಂಗೆ bbox=[182, 580, 234, 593]
modi-body4: ಕುಂಭ ಮೇಳಕ್ಕೆ ಭೇಟಿ ನೀಡುವ ಮೂಲಕ ದೇಶದ ಜನತೆಯ ಸುಖ, ಶಾಂತಿ ಮತ್ತು ಸಮೃದ್ಧಿಗಾಗಿ ಪ್ರಾರ್ಥಿಸಿದೆ ಎಂದು ಪ್ರಧಾನಿ ಸಾಮಾಜಿಕ ಜಾಲತಾಣದಲ್ಲಿ ಬರೆದಿದ್ದಾರೆ. ಈವರೆಗೆ 38 ಕೋಟಿಗೂ ಅಧಿಕ ಭಕ್ತರು ಪವಿತ್ರ ಸ್ನಾನ ಮಾಡಿದ್ದಾರೆ. bbox=[25, 374, 173, 407]
deport-passenger-photo bbox=[344, 595, 499, 705]
shah-text: ಜಮ್ಮು ಮತ್ತು ಕಾಶ್ಮೀರದಲ್ಲಿ ಭಯೋತ್ಪಾದನೆ ನಿರ್ಮೂಲನೆಗೆ ಭದ್ರತಾ ಸಂಸ್ಥೆಗಳು ಒಗ್ಗೂಡಿ ಕಾರ್ಯನಿರ್ವಹಿಸಬೇಕು, ಗಡಿಯಲ್ಲಿ ಒಳನುಸುಳುವಿಕೆಯನ್ನು ಸಂಪೂರ್ಣವಾಗಿ ತಡೆಯಬೇಕು ಎಂದು ಕೇಂದ್ರ ಗೃಹ ಸಚಿವ ಅಮಿತ್ ಶಾ ಸೂಚಿಸಿದರು. ಜಮ್ಮು-ಕಾಶ್ಮೀರದ ಭದ್ರತಾ ಪರಿಸ್ಥಿತಿ ಕುರಿತು ನಡೆದ ಉನ್ನತ ಮಟ್ಟದ ಸಭೆಯ ಅಧ್ಯಕ್ಷತೆ ವಹಿಸಿ ಅವರು ಮಾತನಾಡಿದರು. ಭಯೋತ್ಪಾದನೆ ವಿರುದ್ಧ ಶೂನ್ಯ ಸಹಿಷ್ಣುತೆ ನೀತಿ ಮುಂದುವರಿಯಲಿದೆ. ಭಯೋತ್ಪಾದಕರ ಸಂಪೂರ್ಣ ಜಾಲವನ್ನು ನಾಶಪಡಿಸಬೇಕು ಎಂದರು. ಸಭೆಯಲ್ಲಿ ಲೆಫ್ಟಿನೆಂಟ್ ಗವರ್ನರ್ ಮನೋಜ್ ಸಿನ್ಹಾ, ಸೇನಾ ಮುಖ್ಯಸ್ಥ ಜನರಲ್ ಉಪೇಂದ್ರ ದ್ವಿವೇದಿ ಸೇರಿದಂತೆ ಹಿರಿಯ ಅಧಿಕಾರಿಗಳು ಪಾಲ್ಗೊಂಡಿದ್ದರು. ಅಮರನಾಥ ಯಾತ್ರೆಯ ಸಿದ್ಧತೆಗಳ ಬಗ್ಗೆಯೂ ಚರ್ಚಿಸಲಾಯಿತು. ಯಾತ್ರಿಕರ ಸುರಕ್ಷತೆಗೆ ವಿಶೇಷ ವ್ಯವಸ್ಥೆ ಮಾಡುವಂತೆ ಸೂಚಿಸಲಾಯಿತು. bbox=[645, 1214, 776, 1322]
bhagwat-dateline: ಕೊಚ್ಚಿ: bbox=[200, 1214, 215, 1221]
kiru-item-1-text: ಸ್ವೀಡನ್‌ನ ಓರೆಬ್ರೊ ನಗರದ ವಯಸ್ಕರ ಶಿಕ್ಷಣ ಕೇಂದ್ರದಲ್ಲಿ ನಡೆದ ಗುಂಡಿನ ದಾಳಿಯಲ್ಲಿ ಕನಿಷ್ಠ 10 ಮಂದಿ ಸಾವಿಗೀಡಾಗಿದ್ದಾರೆ. ಹಲವು ಮಂದಿ ಗಾಯಗೊಂಡಿದ್ದಾರೆ. ದಾಳಿಕೋರನೂ ಸಾವಿಗೀಡಾಗಿದ್ದು, ಆತ ಒಬ್ಬನೇ ಕೃತ್ಯ ಎಸಗಿದ್ದಾನೆ ಎಂದು ಪೊಲೀಸರು ತಿಳಿಸಿದ್ದಾರೆ. ಇದು ಸ್ವೀಡನ್ ಇತಿಹಾಸದಲ್ಲೇ ಅತ್ಯಂತ ಭೀಕರ ಗುಂಡಿನ ದಾಳಿ ಎಂದು ಪ್ರಧಾನಿ ಉಲ್ಫ್ ಕ್ರಿಸ್ಟರ್ಸನ್ ಹೇಳಿದ್ದಾರೆ. ದಾಳಿಯ ಹಿಂದಿನ ಉದ್ದೇಶ ಇನ್ನೂ ಸ್ಪಷ್ಟವಾಗಿಲ್ಲ. ತನಿಖೆ ಮುಂದುವರಿದಿದೆ. bbox=[25, 894, 196, 944]
stat-205-num: 205 bbox=[740, 106, 772, 124]
kiru-logo-text: ಕಿರು bbox=[63, 841, 87, 863]
modi-body3: ಮಾಘ ಮಾಸದ ಅಷ್ಟಮಿಯ ಪವಿತ್ರ ದಿನದಂದೇ ಪ್ರಧಾನಿ ಅವರು ಪುಣ್ಯಸ್ನಾನ ಮಾಡಿದರು. ಈ ದಿನ ತಪಸ್ಸು, ದಾನ ಮತ್ತು ಧ್ಯಾನಕ್ಕೆ ವಿಶೇಷ ಮಹತ್ವವಿದೆ ಎಂಬ ನಂಬಿಕೆ ಇದೆ. ಜನವರಿ 13ರಿಂದ ಆರಂಭವಾದ ಮಹಾಕುಂಭ ಮೇಳ ಫೆಬ್ರವರಿ 26ರ ಮಹಾಶಿವರಾತ್ರಿಯಂದು ಸಮಾಪ್ತಿಯಾಗಲಿದೆ. bbox=[25, 328, 173, 361]
gaza-story bbox=[596, 832, 786, 1150]
stat-48-num: 48 bbox=[845, 233, 866, 251]
hara-box bbox=[178, 576, 336, 812]
military-title: ಮಿಲಿಟರಿ ವಿಮಾನ ಬಳಕೆ ಇದೇ ಮೊದಲು bbox=[645, 393, 775, 404]
day-label: ಗುರುವಾರ bbox=[810, 32, 843, 43]
kharge-headline: ನಿನ್ನ ತಂದೆಯ ಒಡನಾಡಿ, ಬಾಯ್ಮುಚ್ಚಿ ಕೂರು: ಖರ್ಗೆ bbox=[406, 832, 580, 869]
c17-body: ಅಮೆರಿಕದ ಟೆಕ್ಸಾಸ್‌ನಿಂದ ಹೊರಟ ಸಿ-17 ಸೇನಾ ವಿಮಾನ ಬುಧವಾರ ಮಧ್ಯಾಹ್ನ ಅಮೃತಸರದ ಶ್ರೀ ಗುರು ರಾಮದಾಸ್ ಜೀ ಅಂತಾರಾಷ್ಟ್ರೀಯ ವಿಮಾನ ನಿಲ್ದಾಣದಲ್ಲಿ ಬಂದಿಳಿಯಿತು. ಇದರಲ್ಲಿ 104 ಭಾರತೀಯರಿದ್ದರು. ಅವರಲ್ಲಿ ಹರಿಯಾಣ ಮತ್ತು ಗುಜರಾತ್‌ನ ತಲಾ 33, ಪಂಜಾಬ್‌ನ 30, ಮಹಾರಾಷ್ಟ್ರ ಮತ್ತು ಉತ್ತರ ಪ್ರದೇಶದ ತಲಾ 3 ಹಾಗೂ ಚಂಡೀಗಢದ ಇಬ್ಬರು ಸೇರಿದ್ದಾರೆ. 25 ಮಹಿಳೆಯರು ಮತ್ತು 12 ಅಪ್ರಾಪ್ತರು ಇದ್ದರು. 48 ಮಂದಿ 25 ವರ್ಷಕ್ಕಿಂತ ಕಡಿಮೆ ವಯಸ್ಸಿನವರು. bbox=[509, 611, 631, 677]
shah-body-shape bbox=[785, 1314, 829, 1340]
modi-sub3: ಭಕ್ತರ ಆಶೀರ್ವಾದದ ಬಗ್ಗೆ ಪ್ರಧಾನಿ ಮಾತು: bbox=[25, 366, 109, 374]
bhagwat-body bbox=[200, 1214, 355, 1426]
stat-309-label: ಇಲ್ಲಿಯವರೆಗೆ ಅಮೆರಿಕದಿಂದ ಗಡೀಪಾರಾಗಿರುವವರು bbox=[662, 176, 716, 190]
stat-48-label: 25 ವರ್ಷಕ್ಕಿಂತ ಕಡಿಮೆ ವಯಸ್ಸಿನವರು bbox=[845, 251, 919, 258]
bhagwat-photo bbox=[362, 1214, 512, 1326]
kiru-suddi-sidebar bbox=[25, 832, 195, 1427]
deportees-row bbox=[822, 766, 912, 806]
ttd-story bbox=[794, 832, 922, 1150]
lamp-icon bbox=[28, 38, 54, 64]
